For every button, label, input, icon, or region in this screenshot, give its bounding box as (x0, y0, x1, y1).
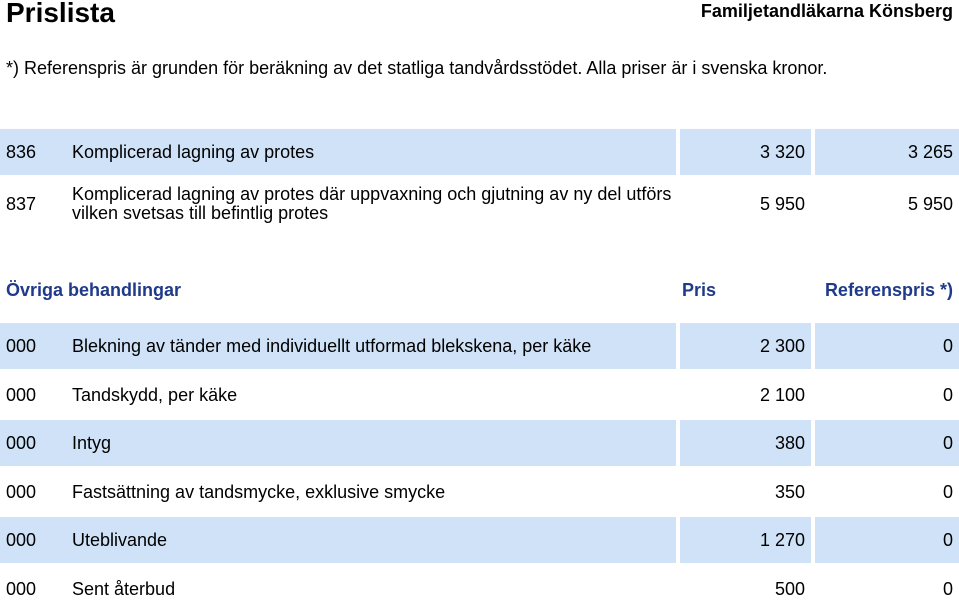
price-column-header: Pris (682, 279, 717, 300)
table-row (0, 372, 959, 418)
row-price: 2 100 (759, 384, 805, 405)
row-price: 3 320 (680, 129, 811, 175)
table-row (0, 129, 959, 175)
page-title: Prislista (6, 0, 115, 28)
row-reference-price: 3 265 (815, 129, 959, 175)
row-code: 000 (6, 384, 37, 405)
clinic-name: Familjetandläkarna Könsberg (700, 1, 953, 21)
table-row (0, 469, 959, 515)
reference-price-column-header: Referenspris *) (824, 279, 953, 300)
row-description: Sent återbud (72, 578, 176, 599)
row-price: 500 (774, 578, 805, 599)
row-description: Fastsättning av tandsmycke, exklusive smycke (72, 481, 446, 502)
section-title: Övriga behandlingar (6, 279, 182, 300)
row-code: 000 (0, 323, 66, 369)
row-code: 000 (0, 517, 66, 563)
row-reference-price: 0 (942, 481, 953, 502)
row-price: 2 300 (680, 323, 811, 369)
row-reference-price: 0 (942, 384, 953, 405)
row-price: 350 (774, 481, 805, 502)
table-row (0, 177, 959, 231)
row-code: 836 (0, 129, 66, 175)
section-header (0, 272, 959, 308)
row-code: 837 (6, 193, 37, 214)
row-reference-price: 0 (815, 323, 959, 369)
row-reference-price: 5 950 (907, 193, 953, 214)
row-description: Tandskydd, per käke (72, 384, 238, 405)
table-row (0, 323, 959, 369)
row-reference-price: 0 (942, 578, 953, 599)
row-description: Uteblivande (66, 517, 676, 563)
row-price: 1 270 (680, 517, 811, 563)
row-description: Komplicerad lagning av protes (66, 129, 676, 175)
row-reference-price: 0 (815, 517, 959, 563)
table-row (0, 517, 959, 563)
row-description: Komplicerad lagning av protes där uppvaxning och gjutning av ny del utförs vilken svetsas till befintlig protes (72, 184, 672, 223)
row-code: 000 (6, 481, 37, 502)
row-code: 000 (6, 578, 37, 599)
row-reference-price: 0 (815, 420, 959, 466)
row-price: 380 (680, 420, 811, 466)
row-description: Blekning av tänder med individuellt utformad blekskena, per käke (66, 323, 676, 369)
table-row (0, 566, 959, 612)
table-row (0, 420, 959, 466)
row-price: 5 950 (759, 193, 805, 214)
row-description: Intyg (66, 420, 676, 466)
row-code: 000 (0, 420, 66, 466)
reference-price-note: *) Referenspris är grunden för beräkning av det statliga tandvårdsstödet. Alla priser är i svenska kronor. (6, 58, 828, 78)
